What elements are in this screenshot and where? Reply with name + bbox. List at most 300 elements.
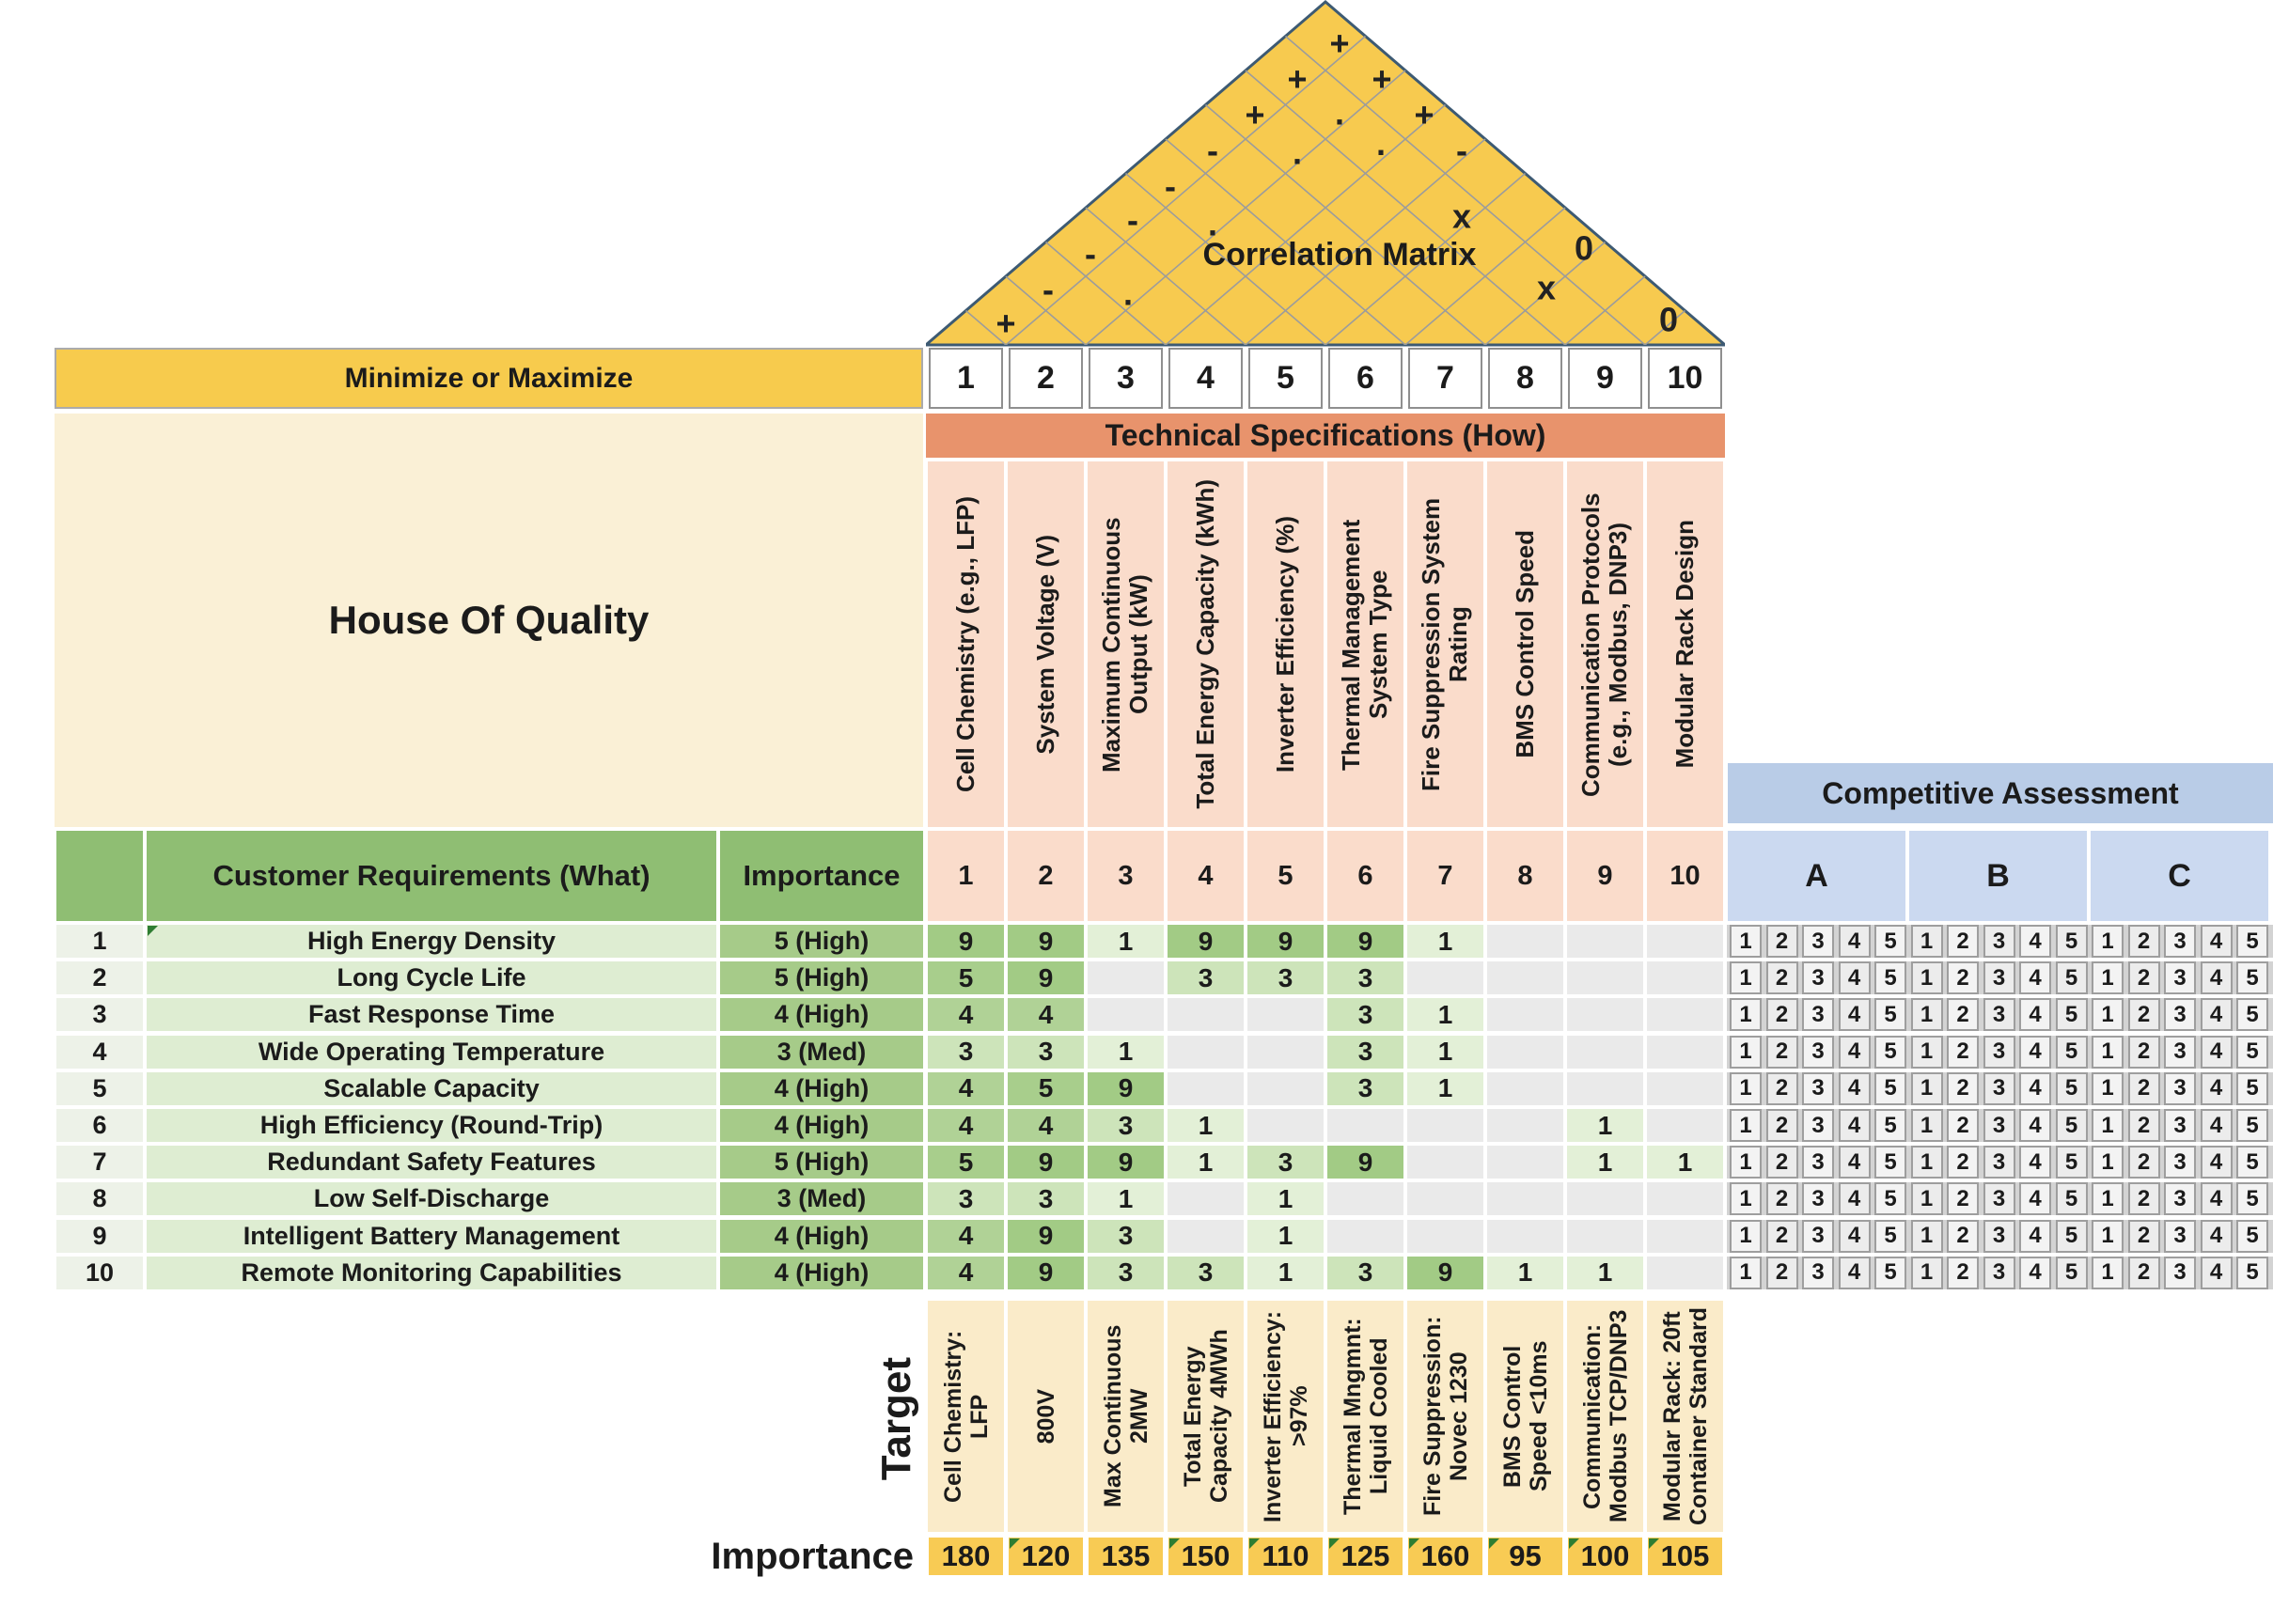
relationship-cell[interactable]: 3 (928, 1036, 1004, 1069)
relationship-cell[interactable] (1487, 925, 1563, 958)
competitive-rating-cell[interactable]: 2 (2128, 1036, 2160, 1069)
relationship-cell[interactable]: 9 (1088, 1146, 1164, 1179)
relationship-cell[interactable] (1647, 1257, 1723, 1289)
competitive-rating-cell[interactable]: 4 (2201, 1146, 2233, 1179)
competitive-rating-cell[interactable]: 2 (2128, 998, 2160, 1031)
relationship-cell[interactable]: 1 (1247, 1220, 1324, 1253)
relationship-cell[interactable]: 3 (1088, 1109, 1164, 1142)
relationship-cell[interactable]: 3 (1008, 1036, 1084, 1069)
relationship-cell[interactable] (1407, 1220, 1483, 1253)
competitive-rating-cell[interactable]: 2 (1947, 925, 1979, 958)
competitive-rating-cell[interactable]: 5 (2056, 998, 2088, 1031)
competitive-rating-cell[interactable]: 3 (2164, 1220, 2196, 1253)
competitive-rating-cell[interactable]: 5 (2056, 1109, 2088, 1142)
competitive-rating-cell[interactable]: 4 (1839, 1220, 1871, 1253)
competitive-rating-cell[interactable]: 3 (1802, 998, 1834, 1031)
competitive-rating-cell[interactable]: 3 (1802, 961, 1834, 994)
competitive-rating-cell[interactable]: 4 (2019, 1109, 2051, 1142)
relationship-cell[interactable]: 1 (1647, 1146, 1723, 1179)
competitive-rating-cell[interactable]: 5 (2236, 925, 2268, 958)
relationship-cell[interactable]: 5 (928, 961, 1004, 994)
competitive-rating-cell[interactable]: 3 (1983, 1182, 2015, 1215)
competitive-rating-cell[interactable]: 4 (1839, 1146, 1871, 1179)
target-value-cell[interactable]: BMS Control Speed <10ms (1487, 1301, 1563, 1532)
importance-score-cell[interactable]: 135 (1089, 1538, 1163, 1575)
competitive-rating-cell[interactable]: 1 (2092, 1036, 2124, 1069)
relationship-cell[interactable] (1487, 961, 1563, 994)
competitive-rating-cell[interactable]: 4 (2201, 998, 2233, 1031)
competitive-rating-cell[interactable]: 2 (1766, 925, 1798, 958)
competitive-rating-cell[interactable]: 1 (2092, 925, 2124, 958)
importance-score-cell[interactable]: 150 (1168, 1538, 1243, 1575)
competitive-rating-cell[interactable]: 5 (1874, 1072, 1906, 1105)
competitive-rating-cell[interactable]: 5 (1874, 1109, 1906, 1142)
competitive-rating-cell[interactable]: 5 (1874, 1257, 1906, 1289)
relationship-cell[interactable]: 3 (928, 1182, 1004, 1215)
competitive-rating-cell[interactable]: 2 (2128, 1109, 2160, 1142)
competitive-rating-cell[interactable]: 3 (2164, 961, 2196, 994)
relationship-cell[interactable]: 4 (928, 1072, 1004, 1105)
relationship-cell[interactable]: 3 (1327, 998, 1403, 1031)
competitive-rating-cell[interactable]: 2 (1766, 961, 1798, 994)
competitive-rating-cell[interactable]: 3 (2164, 1146, 2196, 1179)
competitive-rating-cell[interactable]: 2 (1947, 1109, 1979, 1142)
competitive-rating-cell[interactable]: 2 (1766, 1109, 1798, 1142)
competitive-rating-cell[interactable]: 1 (1911, 1182, 1943, 1215)
requirement-name-cell[interactable]: Low Self-Discharge (147, 1182, 716, 1215)
competitive-rating-cell[interactable]: 2 (1947, 1146, 1979, 1179)
relationship-cell[interactable] (1168, 1036, 1244, 1069)
competitive-rating-cell[interactable]: 2 (1766, 1257, 1798, 1289)
competitive-rating-cell[interactable]: 5 (2236, 998, 2268, 1031)
correlation-symbol: + (1287, 59, 1308, 99)
relationship-cell[interactable]: 4 (928, 1109, 1004, 1142)
importance-score-cell[interactable]: 105 (1648, 1538, 1722, 1575)
relationship-cell[interactable] (1487, 1072, 1563, 1105)
competitive-rating-cell[interactable]: 2 (1947, 1182, 1979, 1215)
relationship-cell[interactable]: 1 (1407, 1072, 1483, 1105)
requirement-name-cell[interactable]: Redundant Safety Features (147, 1146, 716, 1179)
competitive-rating-cell[interactable]: 2 (2128, 1220, 2160, 1253)
competitive-rating-cell[interactable]: 2 (2128, 961, 2160, 994)
relationship-cell[interactable] (1567, 1182, 1643, 1215)
relationship-cell[interactable] (1647, 1072, 1723, 1105)
relationship-cell[interactable]: 4 (928, 998, 1004, 1031)
relationship-cell[interactable]: 9 (1008, 1220, 1084, 1253)
competitive-rating-cell[interactable]: 5 (1874, 1146, 1906, 1179)
competitive-rating-cell[interactable]: 4 (1839, 925, 1871, 958)
relationship-cell[interactable] (1567, 925, 1643, 958)
relationship-cell[interactable] (1647, 1036, 1723, 1069)
competitive-rating-cell[interactable]: 5 (2236, 1146, 2268, 1179)
relationship-cell[interactable] (1247, 1036, 1324, 1069)
requirement-name-cell[interactable]: Remote Monitoring Capabilities (147, 1257, 716, 1289)
competitive-rating-cell[interactable]: 4 (2019, 1146, 2051, 1179)
competitive-rating-cell[interactable]: 3 (1802, 1182, 1834, 1215)
competitive-rating-cell[interactable]: 2 (1766, 1146, 1798, 1179)
competitive-rating-cell[interactable]: 1 (1730, 998, 1762, 1031)
relationship-cell[interactable]: 3 (1327, 961, 1403, 994)
relationship-cell[interactable]: 3 (1327, 1257, 1403, 1289)
competitive-rating-cell[interactable]: 2 (1766, 1220, 1798, 1253)
importance-score-cell[interactable]: 110 (1248, 1538, 1323, 1575)
relationship-cell[interactable] (1487, 1109, 1563, 1142)
relationship-cell[interactable] (1327, 1220, 1403, 1253)
competitive-rating-cell[interactable]: 4 (1839, 1182, 1871, 1215)
target-value-cell[interactable]: Max Continuous 2MW (1088, 1301, 1164, 1532)
requirement-name-cell[interactable]: Fast Response Time (147, 998, 716, 1031)
relationship-cell[interactable] (1567, 1072, 1643, 1105)
relationship-cell[interactable] (1567, 1036, 1643, 1069)
competitive-rating-cell[interactable]: 3 (1802, 1036, 1834, 1069)
competitive-rating-cell[interactable]: 3 (2164, 1182, 2196, 1215)
competitive-rating-cell[interactable]: 2 (1947, 1036, 1979, 1069)
competitive-rating-cell[interactable]: 1 (1730, 961, 1762, 994)
relationship-cell[interactable]: 1 (1567, 1109, 1643, 1142)
target-value-cell[interactable]: Total Energy Capacity 4MWh (1168, 1301, 1244, 1532)
competitive-rating-cell[interactable]: 5 (1874, 1182, 1906, 1215)
requirement-row (56, 925, 2273, 958)
requirement-name-cell[interactable]: Long Cycle Life (147, 961, 716, 994)
competitive-rating-cell[interactable]: 3 (1983, 925, 2015, 958)
relationship-cell[interactable]: 5 (928, 1146, 1004, 1179)
requirement-importance-cell[interactable]: 5 (High) (720, 925, 923, 958)
competitive-rating-cell[interactable]: 1 (1730, 1146, 1762, 1179)
relationship-cell[interactable]: 3 (1247, 961, 1324, 994)
relationship-cell[interactable] (1407, 1109, 1483, 1142)
relationship-cell[interactable] (1647, 1220, 1723, 1253)
target-value-cell[interactable]: Modular Rack: 20ft Container Standard (1647, 1301, 1723, 1532)
competitive-rating-cell[interactable]: 3 (1802, 1109, 1834, 1142)
competitive-rating-cell[interactable]: 3 (1983, 1220, 2015, 1253)
competitive-rating-cell[interactable]: 2 (1947, 1220, 1979, 1253)
competitive-rating-cell[interactable]: 1 (2092, 1109, 2124, 1142)
competitive-rating-cell[interactable]: 1 (1730, 1109, 1762, 1142)
competitive-rating-cell[interactable]: 4 (1839, 1036, 1871, 1069)
competitive-rating-cell[interactable]: 3 (1802, 925, 1834, 958)
tech-spec-column-header: Communication Protocols (e.g., Modbus, DNP3) (1567, 461, 1643, 827)
relationship-cell[interactable]: 3 (1327, 1072, 1403, 1105)
competitive-rating-cell[interactable]: 4 (2201, 1109, 2233, 1142)
relationship-cell[interactable] (1247, 1072, 1324, 1105)
competitive-rating-cell[interactable]: 5 (2056, 961, 2088, 994)
target-value-cell[interactable]: Fire Suppression: Novec 1230 (1407, 1301, 1483, 1532)
relationship-cell[interactable] (1247, 1109, 1324, 1142)
competitive-rating-cell[interactable]: 3 (1802, 1257, 1834, 1289)
competitive-rating-cell[interactable]: 4 (1839, 961, 1871, 994)
relationship-cell[interactable] (1647, 998, 1723, 1031)
importance-score-cell[interactable]: 160 (1408, 1538, 1482, 1575)
relationship-cell[interactable]: 3 (1168, 961, 1244, 994)
requirement-importance-cell[interactable]: 4 (High) (720, 1072, 923, 1105)
competitive-rating-cell[interactable]: 5 (2056, 1182, 2088, 1215)
competitive-rating-cell[interactable]: 1 (2092, 1072, 2124, 1105)
relationship-cell[interactable] (1487, 1182, 1563, 1215)
requirement-name-cell[interactable]: Wide Operating Temperature (147, 1036, 716, 1069)
competitive-rating-cell[interactable]: 2 (1947, 961, 1979, 994)
relationship-cell[interactable]: 1 (1088, 1182, 1164, 1215)
target-value-cell[interactable]: Cell Chemistry: LFP (928, 1301, 1004, 1532)
competitive-rating-cell[interactable]: 2 (2128, 1182, 2160, 1215)
relationship-cell[interactable] (1168, 1072, 1244, 1105)
relationship-cell[interactable]: 9 (1008, 961, 1084, 994)
relationship-cell[interactable] (1088, 961, 1164, 994)
competitive-rating-cell[interactable]: 2 (1766, 1072, 1798, 1105)
relationship-cell[interactable]: 4 (1008, 1109, 1084, 1142)
competitive-rating-cell[interactable]: 1 (1730, 1257, 1762, 1289)
relationship-cell[interactable]: 3 (1247, 1146, 1324, 1179)
competitive-rating-cell[interactable]: 4 (2201, 1257, 2233, 1289)
competitive-rating-cell[interactable]: 1 (1911, 1257, 1943, 1289)
requirement-row (56, 1220, 2273, 1253)
relationship-cell[interactable] (1567, 998, 1643, 1031)
requirement-importance-cell[interactable]: 4 (High) (720, 1109, 923, 1142)
competitive-rating-cell[interactable]: 1 (1911, 998, 1943, 1031)
competitive-rating-cell[interactable]: 4 (2019, 925, 2051, 958)
competitive-rating-cell[interactable]: 5 (2236, 1182, 2268, 1215)
competitive-rating-cell[interactable]: 1 (2092, 998, 2124, 1031)
competitive-rating-cell[interactable]: 1 (1911, 961, 1943, 994)
relationship-cell[interactable] (1168, 1220, 1244, 1253)
relationship-cell[interactable] (1407, 961, 1483, 994)
requirement-name-cell[interactable]: High Energy Density (147, 925, 716, 958)
relationship-cell[interactable]: 4 (928, 1220, 1004, 1253)
relationship-cell[interactable] (1407, 1146, 1483, 1179)
competitive-rating-cell[interactable]: 5 (2056, 1257, 2088, 1289)
competitive-rating-cell[interactable]: 2 (2128, 1257, 2160, 1289)
minmax-column-number: 3 (1089, 348, 1163, 409)
competitive-rating-cell[interactable]: 4 (2019, 1182, 2051, 1215)
relationship-cell[interactable] (1088, 998, 1164, 1031)
relationship-cell[interactable]: 5 (1008, 1072, 1084, 1105)
relationship-cell[interactable] (1567, 961, 1643, 994)
relationship-cell[interactable]: 1 (1567, 1257, 1643, 1289)
relationship-cell[interactable] (1487, 998, 1563, 1031)
competitive-rating-cell[interactable]: 1 (2092, 1146, 2124, 1179)
relationship-cell[interactable]: 9 (1168, 925, 1244, 958)
relationship-cell[interactable]: 9 (1008, 1146, 1084, 1179)
competitive-rating-cell[interactable]: 4 (1839, 1072, 1871, 1105)
importance-score-cell[interactable]: 95 (1488, 1538, 1562, 1575)
relationship-cell[interactable] (1327, 1182, 1403, 1215)
relationship-cell[interactable]: 1 (1407, 1036, 1483, 1069)
competitive-rating-cell[interactable]: 1 (1911, 1109, 1943, 1142)
competitive-rating-cell[interactable]: 3 (1983, 961, 2015, 994)
relationship-cell[interactable] (1647, 925, 1723, 958)
requirement-importance-cell[interactable]: 5 (High) (720, 961, 923, 994)
competitive-rating-cell[interactable]: 3 (1983, 998, 2015, 1031)
competitive-rating-cell[interactable]: 1 (1730, 1182, 1762, 1215)
competitive-rating-cell[interactable]: 3 (2164, 1257, 2196, 1289)
requirement-name-cell[interactable]: Intelligent Battery Management (147, 1220, 716, 1253)
relationship-cell[interactable] (1647, 961, 1723, 994)
importance-score-cell[interactable]: 100 (1568, 1538, 1642, 1575)
relationship-cell[interactable]: 3 (1327, 1036, 1403, 1069)
competitive-rating-cell[interactable]: 3 (1802, 1146, 1834, 1179)
competitive-rating-cell[interactable]: 5 (2236, 1036, 2268, 1069)
competitive-rating-cell[interactable]: 5 (2056, 1220, 2088, 1253)
relationship-cell[interactable]: 1 (1247, 1257, 1324, 1289)
technical-specification-number-row (926, 831, 1725, 921)
relationship-cell[interactable]: 9 (1008, 1257, 1084, 1289)
relationship-cell[interactable]: 1 (1088, 925, 1164, 958)
competitive-rating-cell[interactable]: 3 (1802, 1220, 1834, 1253)
minmax-column-number: 6 (1328, 348, 1403, 409)
relationship-cell[interactable] (1487, 1036, 1563, 1069)
competitive-rating-cell[interactable]: 1 (1911, 1036, 1943, 1069)
competitive-rating-cell[interactable]: 5 (2056, 1146, 2088, 1179)
competitive-rating-cell[interactable]: 4 (2019, 998, 2051, 1031)
relationship-cell[interactable]: 3 (1008, 1182, 1084, 1215)
requirement-importance-cell[interactable]: 5 (High) (720, 1146, 923, 1179)
correlation-symbol: - (1085, 234, 1096, 273)
relationship-cell[interactable] (1168, 1182, 1244, 1215)
competitive-rating-cell[interactable]: 4 (2019, 1072, 2051, 1105)
requirement-importance-cell[interactable]: 4 (High) (720, 1257, 923, 1289)
competitive-rating-cell[interactable]: 2 (1947, 998, 1979, 1031)
target-value-cell[interactable]: Communication: Modbus TCP/DNP3 (1567, 1301, 1643, 1532)
competitive-rating-cell[interactable]: 4 (2019, 1220, 2051, 1253)
competitive-rating-cell[interactable]: 1 (1730, 1072, 1762, 1105)
competitive-rating-cell[interactable]: 2 (1766, 1182, 1798, 1215)
competitive-rating-cell[interactable]: 3 (2164, 1072, 2196, 1105)
competitive-rating-cell[interactable]: 3 (1983, 1146, 2015, 1179)
target-value-cell[interactable]: Thermal Mngmnt: Liquid Cooled (1327, 1301, 1403, 1532)
requirement-importance-cell[interactable]: 3 (Med) (720, 1036, 923, 1069)
competitive-rating-cell[interactable]: 3 (1802, 1072, 1834, 1105)
relationship-cell[interactable]: 9 (1327, 1146, 1403, 1179)
competitive-rating-cell[interactable]: 1 (1911, 1146, 1943, 1179)
relationship-cell[interactable] (1647, 1109, 1723, 1142)
competitive-rating-cell[interactable]: 3 (2164, 925, 2196, 958)
competitive-rating-cell[interactable]: 5 (2056, 1072, 2088, 1105)
competitive-rating-cell[interactable]: 5 (1874, 998, 1906, 1031)
relationship-cell[interactable] (1567, 1220, 1643, 1253)
competitive-rating-cell[interactable]: 3 (1983, 1109, 2015, 1142)
competitive-rating-cell[interactable]: 4 (1839, 1257, 1871, 1289)
competitive-rating-cell[interactable]: 2 (1766, 1036, 1798, 1069)
competitive-rating-cell[interactable]: 5 (1874, 961, 1906, 994)
relationship-cell[interactable] (1487, 1146, 1563, 1179)
relationship-cell[interactable]: 1 (1487, 1257, 1563, 1289)
competitive-rating-cell[interactable]: 5 (2236, 1257, 2268, 1289)
competitive-rating-cell[interactable]: 1 (1911, 1220, 1943, 1253)
competitive-rating-cell[interactable]: 1 (2092, 1220, 2124, 1253)
importance-score-cell[interactable]: 125 (1328, 1538, 1403, 1575)
relationship-cell[interactable]: 3 (1168, 1257, 1244, 1289)
relationship-cell[interactable]: 1 (1168, 1146, 1244, 1179)
relationship-cell[interactable] (1168, 998, 1244, 1031)
competitive-rating-cell[interactable]: 5 (2236, 1072, 2268, 1105)
competitive-rating-cell[interactable]: 2 (1947, 1072, 1979, 1105)
requirement-row (56, 1146, 2273, 1179)
importance-score-cell[interactable]: 120 (1009, 1538, 1083, 1575)
competitive-rating-cell[interactable]: 1 (1730, 1036, 1762, 1069)
relationship-cell[interactable]: 1 (1247, 1182, 1324, 1215)
competitive-rating-cell[interactable]: 3 (2164, 1109, 2196, 1142)
competitive-rating-cell[interactable]: 1 (1911, 925, 1943, 958)
requirement-name-cell[interactable]: High Efficiency (Round-Trip) (147, 1109, 716, 1142)
relationship-cell[interactable]: 1 (1407, 925, 1483, 958)
competitive-rating-cell[interactable]: 5 (1874, 925, 1906, 958)
competitive-rating-cell[interactable]: 4 (2201, 1036, 2233, 1069)
competitive-rating-cell[interactable]: 5 (1874, 1220, 1906, 1253)
relationship-cell[interactable]: 1 (1567, 1146, 1643, 1179)
competitive-rating-cell[interactable]: 1 (1911, 1072, 1943, 1105)
competitive-rating-cell[interactable]: 3 (2164, 1036, 2196, 1069)
relationship-cell[interactable] (1647, 1182, 1723, 1215)
competitive-rating-cell[interactable]: 1 (1730, 1220, 1762, 1253)
relationship-cell[interactable]: 9 (1088, 1072, 1164, 1105)
relationship-cell[interactable]: 9 (1407, 1257, 1483, 1289)
target-value-cell[interactable]: Inverter Efficiency: >97% (1247, 1301, 1324, 1532)
competitive-rating-cell[interactable]: 4 (2201, 1182, 2233, 1215)
requirement-importance-cell[interactable]: 3 (Med) (720, 1182, 923, 1215)
competitive-rating-cell[interactable]: 4 (2019, 1036, 2051, 1069)
importance-score-cell[interactable]: 180 (929, 1538, 1003, 1575)
competitive-rating-cell[interactable]: 4 (2201, 925, 2233, 958)
competitive-rating-cell[interactable]: 4 (1839, 1109, 1871, 1142)
relationship-cell[interactable] (1407, 1182, 1483, 1215)
competitive-rating-cell[interactable]: 1 (1730, 925, 1762, 958)
requirement-importance-cell[interactable]: 4 (High) (720, 1220, 923, 1253)
requirement-name-cell[interactable]: Scalable Capacity (147, 1072, 716, 1105)
competitive-rating-cell[interactable]: 4 (2019, 961, 2051, 994)
competitive-rating-cell[interactable]: 5 (2236, 1220, 2268, 1253)
competitive-rating-cell[interactable]: 2 (1947, 1257, 1979, 1289)
competitive-rating-cell[interactable]: 3 (1983, 1036, 2015, 1069)
competitive-rating-cell[interactable]: 1 (2092, 961, 2124, 994)
competitive-rating-cell[interactable]: 2 (2128, 1146, 2160, 1179)
competitive-rating-cell[interactable]: 4 (1839, 998, 1871, 1031)
relationship-cell[interactable]: 3 (1088, 1220, 1164, 1253)
requirement-row (56, 1257, 2273, 1289)
relationship-cell[interactable] (1247, 998, 1324, 1031)
relationship-cell[interactable]: 1 (1088, 1036, 1164, 1069)
competitive-rating-cell[interactable]: 2 (2128, 1072, 2160, 1105)
competitive-rating-cell[interactable]: 2 (2128, 925, 2160, 958)
relationship-cell[interactable]: 9 (1247, 925, 1324, 958)
competitive-rating-cell[interactable]: 1 (2092, 1182, 2124, 1215)
target-value-cell[interactable]: 800V (1008, 1301, 1084, 1532)
relationship-cell[interactable]: 4 (1008, 998, 1084, 1031)
competitive-rating-cell[interactable]: 1 (2092, 1257, 2124, 1289)
relationship-cell[interactable]: 1 (1407, 998, 1483, 1031)
competitive-rating-cell[interactable]: 3 (1983, 1072, 2015, 1105)
requirement-importance-cell[interactable]: 4 (High) (720, 998, 923, 1031)
competitive-rating-cell[interactable]: 5 (2236, 1109, 2268, 1142)
competitive-rating-cell[interactable]: 4 (2201, 961, 2233, 994)
competitive-rating-cell[interactable]: 5 (2236, 961, 2268, 994)
relationship-cell[interactable]: 4 (928, 1257, 1004, 1289)
relationship-cell[interactable]: 3 (1088, 1257, 1164, 1289)
relationship-cell[interactable] (1327, 1109, 1403, 1142)
competitive-rating-cell[interactable]: 5 (1874, 1036, 1906, 1069)
competitive-rating-cell[interactable]: 4 (2201, 1220, 2233, 1253)
relationship-cell[interactable]: 1 (1168, 1109, 1244, 1142)
competitive-rating-cell[interactable]: 5 (2056, 1036, 2088, 1069)
competitive-rating-cell[interactable]: 5 (2056, 925, 2088, 958)
relationship-cell[interactable]: 9 (1327, 925, 1403, 958)
competitive-rating-cell[interactable]: 4 (2019, 1257, 2051, 1289)
competitive-rating-cell[interactable]: 2 (1766, 998, 1798, 1031)
relationship-cell[interactable]: 9 (1008, 925, 1084, 958)
competitive-rating-cell[interactable]: 4 (2201, 1072, 2233, 1105)
competitive-rating-cell[interactable]: 3 (2164, 998, 2196, 1031)
relationship-cell[interactable]: 9 (928, 925, 1004, 958)
relationship-cell[interactable] (1487, 1220, 1563, 1253)
competitive-rating-cell[interactable]: 3 (1983, 1257, 2015, 1289)
